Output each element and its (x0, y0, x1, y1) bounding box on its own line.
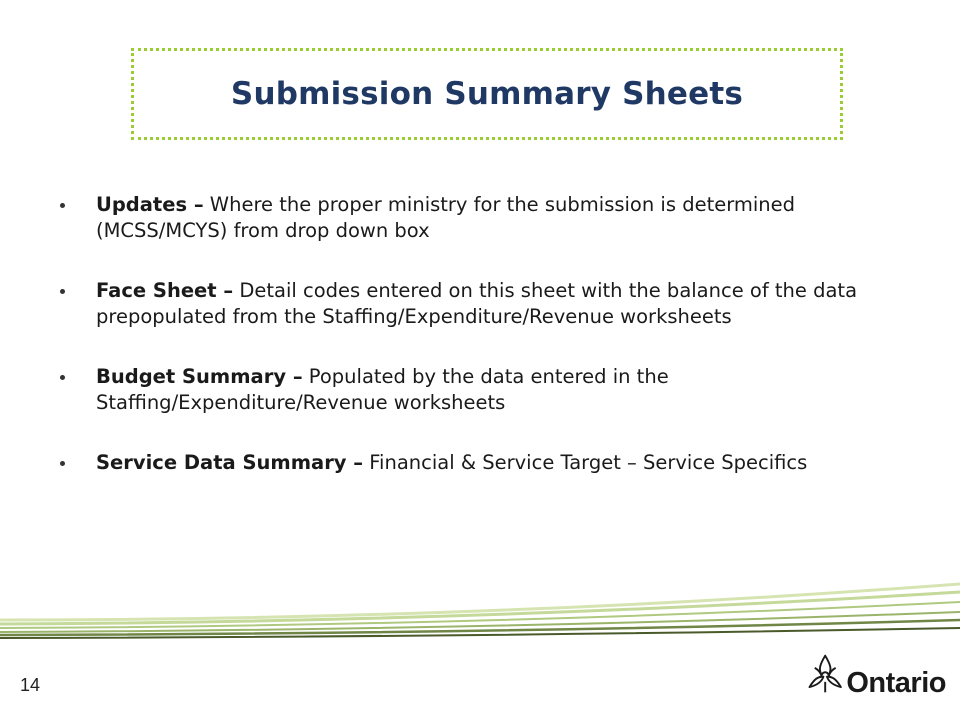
bullet-item (60, 364, 880, 416)
bullet-item (60, 278, 880, 330)
bullet-text: Financial & Service Target – Service Specifics (363, 451, 808, 474)
bullet-term: Service Data Summary – (96, 451, 364, 474)
title-box (131, 48, 843, 140)
bullet-dot-icon (60, 375, 65, 380)
bullet-text: Populated by the data entered in the Staffing/Expenditure/Revenue worksheets (96, 365, 669, 414)
slide-title: Submission Summary Sheets (230, 76, 744, 112)
bullet-item (60, 450, 880, 476)
bullet-list (60, 192, 880, 510)
ontario-logo (806, 644, 946, 704)
bullet-term: Updates – (96, 193, 204, 216)
bullet-term: Face Sheet – (96, 279, 234, 302)
bullet-term: Budget Summary – (96, 365, 303, 388)
bullet-text: Detail codes entered on this sheet with the balance of the data prepopulated from the Staffing/Expenditure/Revenue worksheets (96, 279, 858, 328)
logo-text: Ontario (846, 666, 946, 699)
decorative-waves (0, 560, 960, 640)
bullet-text: Where the proper ministry for the submission is determined (MCSS/MCYS) from drop down box (96, 193, 796, 242)
bullet-dot-icon (60, 289, 65, 294)
bullet-dot-icon (60, 461, 65, 466)
bullet-item (60, 192, 880, 244)
page-number: 14 (20, 675, 41, 695)
trillium-icon (806, 649, 844, 699)
bullet-dot-icon (60, 203, 65, 208)
